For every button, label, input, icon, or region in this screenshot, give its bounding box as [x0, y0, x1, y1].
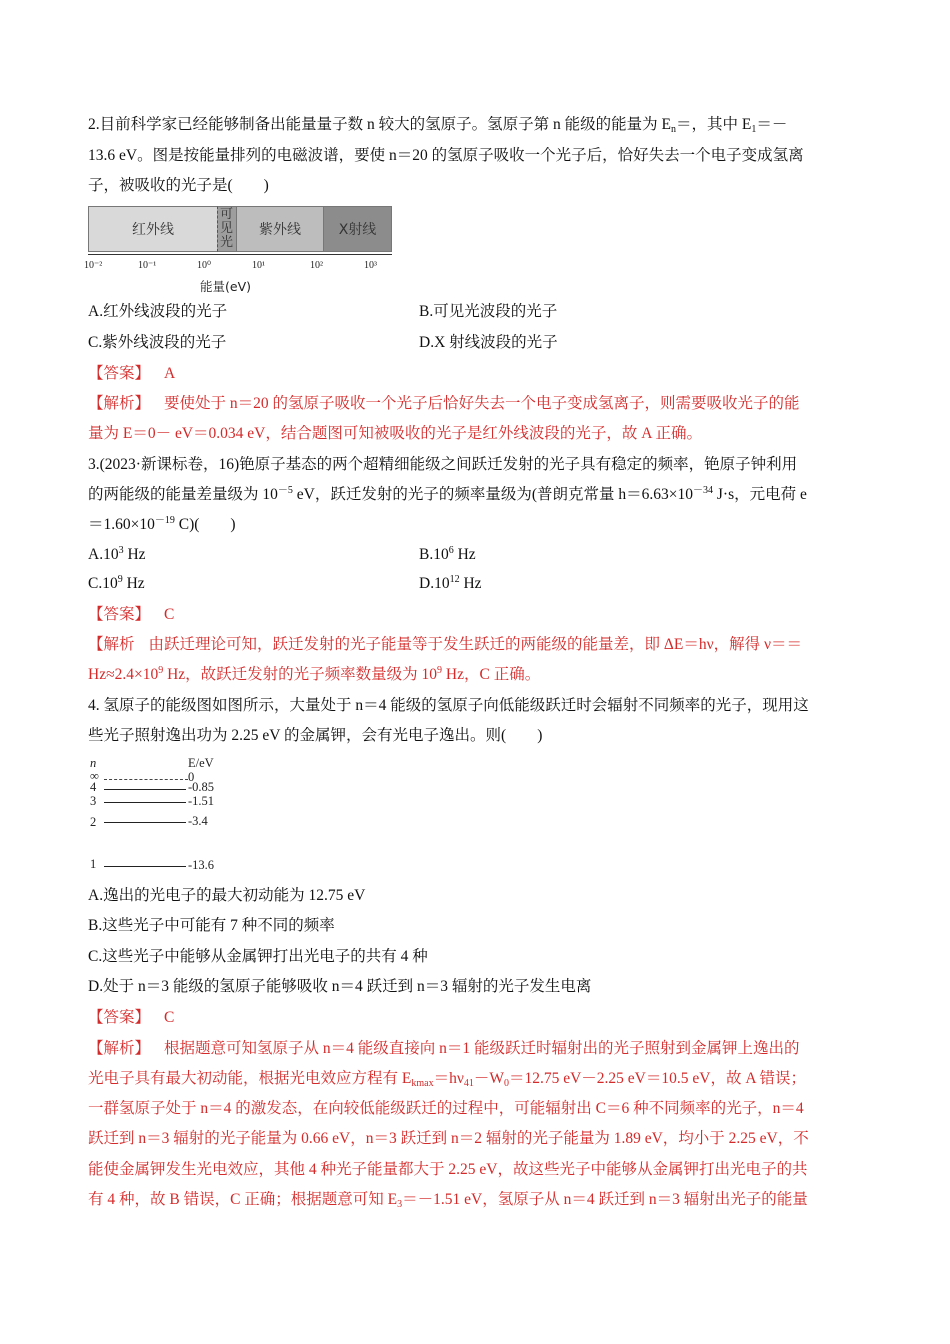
q3-stem-line3: $=1.60\times 10^{-19}$ C)( ): [88, 515, 236, 533]
q3-stem-line2: 的两能级的能量差量级为 $10^{-5}$ eV，跃迁发射的光子的频率量级为(普朗克常量 $h=6.63\times 10^{-34}$ J·s，元电荷 e: [88, 485, 807, 503]
level-line-2: [104, 822, 186, 823]
electromagnetic-spectrum-figure: [84, 204, 398, 294]
analysis-tag: 【解析】: [88, 395, 151, 412]
band-xray: X射线: [323, 206, 392, 252]
band-infrared: 红外线: [88, 206, 218, 252]
q3-analysis-line1: 【解析 由跃迁理论可知，跃迁发射的光子能量等于发生跃迁的两能级的能量差，即 ΔE＝hν，解得 ν＝＝: [88, 630, 864, 660]
tick-label: 10⁻¹: [138, 260, 157, 271]
spectrum-axis-label: 能量(eV): [200, 279, 251, 294]
q3-option-b[interactable]: $B.10^6$ Hz: [419, 545, 476, 563]
band-visible: 可见光: [217, 206, 237, 252]
q4-analysis-line1: 【解析】 根据题意可知氢原子从 n＝4 能级直接向 n＝1 能级跃迁时辐射出的光子照射到金属钾上逸出的: [88, 1034, 864, 1064]
level-energy-label: -3.4: [188, 814, 208, 828]
q2-analysis-line1: 【解析】 要使处于 n＝20 的氢原子吸收一个光子后恰好失去一个电子变成氢离子，则需要吸收光子的能: [88, 389, 864, 419]
level-energy-label: 0: [188, 770, 195, 784]
answer-tag: 【答案】: [88, 1009, 151, 1026]
level-energy-label: -1.51: [188, 794, 215, 808]
tick-label: 10³: [364, 260, 377, 271]
level-energy-label: -0.85: [188, 780, 215, 794]
q4-analysis-line4: 跃迁到 n＝3 辐射的光子能量为 0.66 eV，n＝3 跃迁到 n＝2 辐射的光子能量为 1.89 eV，均小于 2.25 eV，不: [88, 1130, 809, 1147]
q4-analysis-line2: 光电子具有最大初动能，根据光电效应方程有 $E_{kmax}=h\nu_{41}-W_0=12.75$ eV－2.25 eV＝10.5 eV，故 A 错误；: [88, 1070, 807, 1089]
q2-option-d[interactable]: D.X 射线波段的光子: [419, 334, 558, 351]
answer-tag: 【答案】: [88, 365, 151, 382]
n-header: n: [90, 756, 97, 770]
level-n-label: 2: [90, 815, 97, 829]
tick-label: 10⁰: [197, 260, 212, 271]
q2-stem-line1: 2.目前科学家已经能够制备出能量量子数 n 较大的氢原子。氢原子第 n 能级的能量为 $E_n=$，其中 $E_1=-$: [88, 116, 788, 135]
q2-analysis-line2: 量为 E＝0－ eV＝0.034 eV，结合题图可知被吸收的光子是红外线波段的光子，故 A 正确。: [88, 425, 702, 442]
level-line-1: [104, 866, 186, 867]
tick-label: 10⁻²: [84, 260, 103, 271]
level-n-label: 1: [90, 857, 97, 871]
q2-option-a[interactable]: A.红外线波段的光子: [88, 303, 228, 320]
q4-option-b[interactable]: B.这些光子中可能有 7 种不同的频率: [88, 917, 335, 934]
level-n-label: 4: [90, 780, 97, 794]
q2-option-c[interactable]: C.紫外线波段的光子: [88, 334, 227, 351]
q4-stem-line1: 4. 氢原子的能级图如图所示，大量处于 n＝4 能级的氢原子向低能级跃迁时会辐射不同频率的光子，现用这: [88, 697, 809, 714]
analysis-tag: 【解析】: [88, 1040, 151, 1057]
q4-stem-line2: 些光子照射逸出功为 2.25 eV 的金属钾，会有光电子逸出。则( ): [88, 727, 543, 744]
spectrum-axis: [88, 254, 392, 255]
energy-header: E/eV: [188, 756, 214, 770]
analysis-tag: 【解析: [88, 636, 135, 653]
level-n-label: 3: [90, 794, 97, 808]
level-line-3: [104, 802, 186, 803]
q3-analysis-line2: $Hz\approx 2.4\times 10^9$ Hz，故跃迁发射的光子频率数量级为 $10^9$ Hz，C 正确。: [88, 665, 541, 683]
q2-stem-line2: 13.6 eV。图是按能量排列的电磁波谱，要使 n＝20 的氢原子吸收一个光子后，恰好失去一个电子变成氢离: [88, 147, 804, 164]
q3-option-a[interactable]: $A.10^3$ Hz: [88, 545, 146, 563]
level-line-infinity: [104, 779, 188, 780]
q4-option-a[interactable]: A.逸出的光电子的最大初动能为 12.75 eV: [88, 887, 366, 904]
tick-label: 10¹: [252, 260, 265, 271]
q4-analysis-line5: 能使金属钾发生光电效应，其他 4 种光子能量都大于 2.25 eV，故这些光子中能够从金属钾打出光电子的共: [88, 1161, 808, 1178]
q4-option-d[interactable]: D.处于 n＝3 能级的氢原子能够吸收 n＝4 跃迁到 n＝3 辐射的光子发生电离: [88, 978, 592, 995]
q4-answer: 【答案】 C: [88, 1003, 864, 1033]
q3-stem-line1: 3.(2023·新课标卷，16)铯原子基态的两个超精细能级之间跃迁发射的光子具有稳定的频率，铯原子钟利用: [88, 456, 798, 473]
level-n-label: ∞: [90, 769, 99, 783]
q3-option-c[interactable]: $C.10^9$ Hz: [88, 574, 145, 592]
q3-option-d[interactable]: $D.10^{12}$ Hz: [419, 574, 482, 592]
level-energy-label: -13.6: [188, 858, 215, 872]
q2-answer: 【答案】 A: [88, 359, 864, 389]
q4-option-c[interactable]: C.这些光子中能够从金属钾打出光电子的共有 4 种: [88, 948, 428, 965]
tick-label: 10²: [310, 260, 323, 271]
q4-analysis-line6: 有 4 种，故 B 错误，C 正确；根据题意可知 $E_3=-1.51$ eV，氢原子从 n＝4 跃迁到 n＝3 辐射出光子的能量: [88, 1191, 808, 1210]
q4-analysis-line3: 一群氢原子处于 n＝4 的激发态，在向较低能级跃迁的过程中，可能辐射出 C＝6 种不同频率的光子，n＝4: [88, 1100, 804, 1117]
q2-option-b[interactable]: B.可见光波段的光子: [419, 303, 558, 320]
answer-tag: 【答案】: [88, 606, 151, 623]
level-line-4: [104, 789, 186, 790]
energy-level-diagram: [88, 756, 248, 880]
q3-answer: 【答案】 C: [88, 600, 864, 630]
q2-stem-line3: 子，被吸收的光子是( ): [88, 177, 269, 194]
band-ultraviolet: 紫外线: [236, 206, 324, 252]
